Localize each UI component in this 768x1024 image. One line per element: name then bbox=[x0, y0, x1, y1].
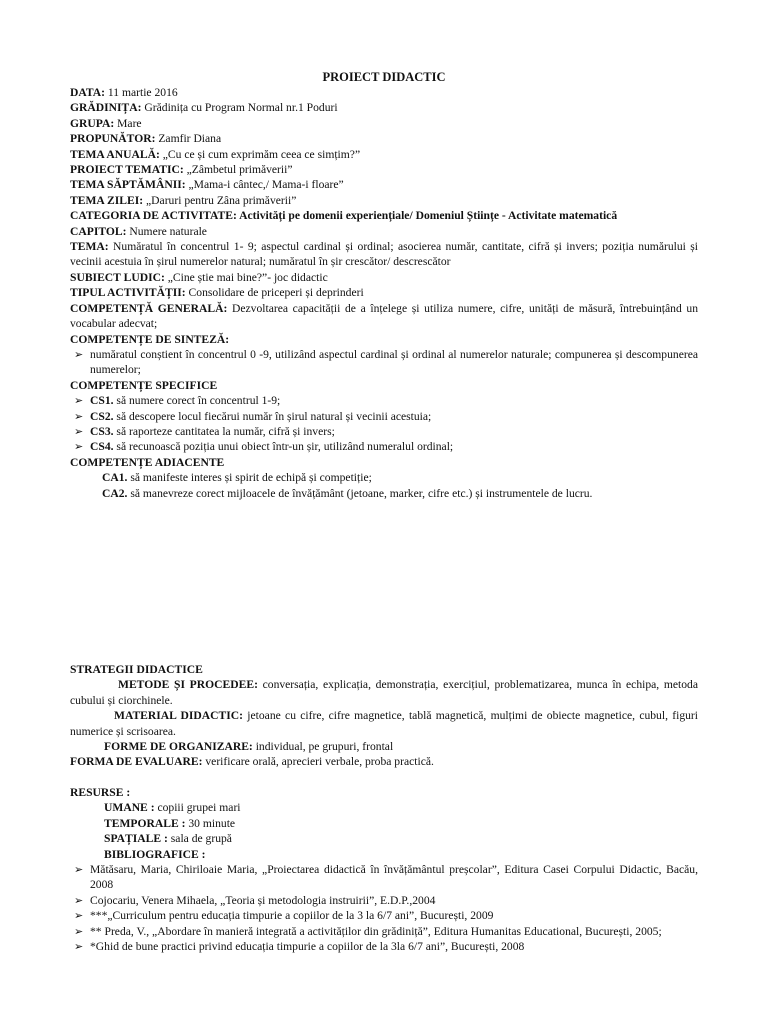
material-line: MATERIAL DIDACTIC: jetoane cu cifre, cifre magnetice, tablă magnetică, mulțimi de obiecte magnetice, cubul, figuri numerice și scrisoarea. bbox=[70, 709, 698, 738]
proposer-line: PROPUNĂTOR: Zamfir Diana bbox=[70, 132, 222, 146]
synthesis-competence-item: ➢ număratul conștient în concentrul 0 -9, utilizând aspectul cardinal și ordinal al numerelor naturale; compunerea și descompunerea numerelor; bbox=[74, 347, 698, 378]
specific-competence-cs2: ➢ CS2. să descopere locul fiecărui număr în șirul natural și vecinii acestuia; bbox=[74, 409, 698, 424]
bibliography-item: ➢ ** Preda, V., „Abordare în manieră integrată a activităților din grădiniță”, Editura Humanitas Educational, București, 2005; bbox=[74, 924, 698, 939]
chapter-line: CAPITOL: Numere naturale bbox=[70, 224, 207, 238]
kindergarten-line: GRĂDINIȚA: Grădinița cu Program Normal nr.1 Poduri bbox=[70, 101, 338, 115]
group-line: GRUPA: Mare bbox=[70, 116, 142, 130]
bibliography-item: ➢ *Ghid de bune practici privind educația timpurie a copiilor de la 3la 6/7 ani”, București, 2008 bbox=[74, 939, 698, 954]
evaluation-line: FORMA DE EVALUARE: verificare orală, aprecieri verbale, proba practică. bbox=[70, 755, 434, 769]
human-resources-line: UMANE : copiii grupei mari bbox=[104, 801, 241, 815]
synthesis-competences-heading: COMPETENȚE DE SINTEZĂ: bbox=[70, 332, 230, 346]
date-line: DATA: 11 martie 2016 bbox=[70, 86, 178, 99]
bibliography-item: ➢ Cojocariu, Venera Mihaela, „Teoria și metodologia instruirii”, E.D.P.,2004 bbox=[74, 893, 698, 908]
time-resources-line: TEMPORALE : 30 minute bbox=[104, 816, 236, 830]
bibliography-item: ➢ ***„Curriculum pentru educația timpurie a copiilor de la 3 la 6/7 ani”, București, 2009 bbox=[74, 908, 698, 923]
methods-line: METODE ȘI PROCEDEE: conversația, explicația, demonstrația, exercițiul, problematizarea, munca în echipa, metoda cubului și ciorchinele. bbox=[70, 678, 698, 707]
annual-theme-line: TEMA ANUALĂ: „Cu ce și cum exprimăm ceea ce simțim?” bbox=[70, 147, 361, 161]
activity-type-line: TIPUL ACTIVITĂȚII: Consolidare de priceperi și deprinderi bbox=[70, 286, 364, 300]
document-title: PROIECT DIDACTIC bbox=[322, 70, 446, 84]
adjacent-competence-ca2: CA2. să manevreze corect mijloacele de învățământ (jetoane, marker, cifre etc.) și instrumentele de lucru. bbox=[102, 486, 593, 500]
ludic-subject-line: SUBIECT LUDIC: „Cine știe mai bine?”- joc didactic bbox=[70, 270, 328, 284]
specific-competences-heading: COMPETENȚE SPECIFICE bbox=[70, 378, 218, 392]
resources-heading: RESURSE : bbox=[70, 786, 131, 799]
week-theme-line: TEMA SĂPTĂMÂNII: „Mama-i cântec,/ Mama-i floare” bbox=[70, 178, 344, 192]
bibliography-heading: BIBLIOGRAFICE : bbox=[104, 847, 206, 861]
bibliography-item: ➢ Mătăsaru, Maria, Chiriloaie Maria, „Proiectarea didactică în învățământul preșcolar”, Editura Casei Corpului Didactic, Bacău, 2008 bbox=[74, 862, 698, 893]
adjacent-competences-heading: COMPETENȚE ADIACENTE bbox=[70, 455, 225, 469]
strategies-heading: STRATEGII DIDACTICE bbox=[70, 663, 203, 676]
day-theme-line: TEMA ZILEI: „Daruri pentru Zâna primăverii” bbox=[70, 193, 297, 207]
space-resources-line: SPAȚIALE : sala de grupă bbox=[104, 832, 232, 846]
specific-competence-cs1: ➢ CS1. să numere corect în concentrul 1-9; bbox=[74, 393, 698, 408]
specific-competence-cs3: ➢ CS3. să raporteze cantitatea la număr, cifră și invers; bbox=[74, 424, 698, 439]
activity-category-line: CATEGORIA DE ACTIVITATE: Activități pe domenii experiențiale/ Domeniul Științe - Activitate matematică bbox=[70, 209, 618, 223]
theme-line: TEMA: Număratul în concentrul 1- 9; aspectul cardinal și ordinal; asocierea număr, cantitate, cifră și invers; poziția numărului și vecinii acestuia în șirul numerelor natural; număratul în șir crescător/ descrescător bbox=[70, 240, 698, 269]
specific-competence-cs4: ➢ CS4. să recunoască poziția unui obiect într-un șir, utilizând numeralul ordinal; bbox=[74, 439, 698, 454]
resources-block bbox=[70, 785, 698, 954]
adjacent-competence-ca1: CA1. să manifeste interes și spirit de echipă și competiție; bbox=[102, 471, 372, 485]
organization-forms-line: FORME DE ORGANIZARE: individual, pe grupuri, frontal bbox=[104, 740, 394, 754]
strategies-block bbox=[70, 662, 698, 770]
thematic-project-line: PROIECT TEMATIC: „Zâmbetul primăverii” bbox=[70, 163, 293, 177]
general-competence-line: COMPETENȚĂ GENERALĂ: Dezvoltarea capacității de a înțelege și utiliza numere, cifre, unități de măsură, întrebuințând un vocabular adecvat; bbox=[70, 301, 698, 331]
header-block bbox=[70, 85, 698, 501]
